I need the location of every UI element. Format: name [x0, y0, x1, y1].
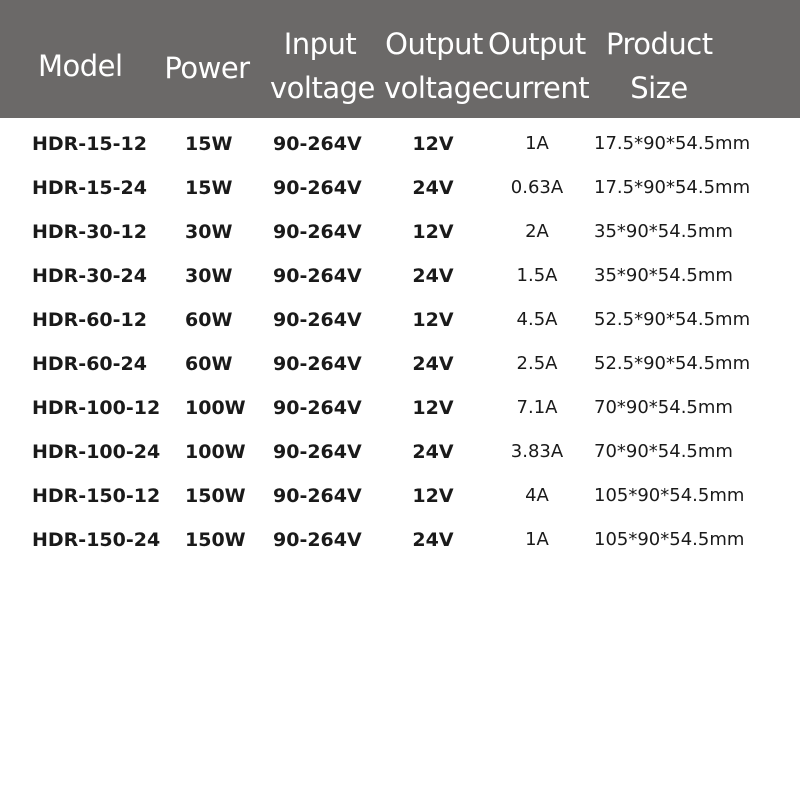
header-model: Model — [38, 49, 123, 83]
table-row — [0, 254, 800, 298]
cell-product-size: 52.5*90*54.5mm — [594, 353, 751, 374]
table-row — [0, 122, 800, 166]
header-power: Power — [164, 51, 250, 85]
cell-input-voltage: 90-264V — [273, 353, 362, 375]
cell-input-voltage: 90-264V — [273, 529, 362, 551]
cell-input-voltage: 90-264V — [273, 397, 362, 419]
cell-output-voltage: 12V — [412, 397, 454, 419]
table-row — [0, 474, 800, 518]
table-row — [0, 298, 800, 342]
cell-model: HDR-15-24 — [32, 177, 147, 199]
header-input-voltage: Input voltage — [270, 27, 375, 105]
table-row — [0, 342, 800, 386]
cell-output-voltage: 24V — [412, 441, 454, 463]
cell-product-size: 105*90*54.5mm — [594, 529, 745, 550]
cell-power: 150W — [185, 485, 246, 507]
cell-power: 15W — [185, 177, 233, 199]
cell-model: HDR-30-24 — [32, 265, 147, 287]
cell-power: 30W — [185, 221, 233, 243]
table-row — [0, 518, 800, 562]
table-row — [0, 430, 800, 474]
cell-input-voltage: 90-264V — [273, 265, 362, 287]
cell-power: 150W — [185, 529, 246, 551]
table-row — [0, 386, 800, 430]
cell-product-size: 35*90*54.5mm — [594, 265, 733, 286]
cell-output-current: 0.63A — [510, 177, 564, 198]
cell-output-voltage: 12V — [412, 133, 454, 155]
cell-input-voltage: 90-264V — [273, 177, 362, 199]
table-header — [0, 0, 800, 118]
cell-product-size: 17.5*90*54.5mm — [594, 177, 751, 198]
cell-model: HDR-15-12 — [32, 133, 147, 155]
cell-output-current: 2.5A — [516, 353, 558, 374]
cell-product-size: 70*90*54.5mm — [594, 441, 733, 462]
cell-model: HDR-100-24 — [32, 441, 161, 463]
cell-output-voltage: 24V — [412, 353, 454, 375]
cell-input-voltage: 90-264V — [273, 441, 362, 463]
cell-input-voltage: 90-264V — [273, 309, 362, 331]
cell-output-current: 1A — [525, 529, 549, 550]
table-row — [0, 210, 800, 254]
cell-model: HDR-150-24 — [32, 529, 161, 551]
cell-output-current: 2A — [525, 221, 549, 242]
cell-output-current: 4A — [525, 485, 549, 506]
cell-product-size: 105*90*54.5mm — [594, 485, 745, 506]
cell-power: 60W — [185, 309, 233, 331]
cell-output-current: 1A — [525, 133, 549, 154]
cell-product-size: 70*90*54.5mm — [594, 397, 733, 418]
cell-output-current: 4.5A — [516, 309, 558, 330]
cell-power: 30W — [185, 265, 233, 287]
cell-output-voltage: 12V — [412, 221, 454, 243]
cell-power: 60W — [185, 353, 233, 375]
cell-output-current: 1.5A — [516, 265, 558, 286]
cell-power: 100W — [185, 441, 246, 463]
cell-product-size: 52.5*90*54.5mm — [594, 309, 751, 330]
cell-output-voltage: 24V — [412, 177, 454, 199]
cell-product-size: 35*90*54.5mm — [594, 221, 733, 242]
header-product-size: Product Size — [606, 27, 713, 105]
cell-model: HDR-100-12 — [32, 397, 161, 419]
cell-output-voltage: 12V — [412, 485, 454, 507]
cell-model: HDR-150-12 — [32, 485, 161, 507]
cell-power: 100W — [185, 397, 246, 419]
cell-output-current: 3.83A — [510, 441, 564, 462]
cell-model: HDR-60-12 — [32, 309, 147, 331]
cell-input-voltage: 90-264V — [273, 221, 362, 243]
header-output-current: Output current — [488, 27, 590, 105]
cell-product-size: 17.5*90*54.5mm — [594, 133, 751, 154]
cell-model: HDR-30-12 — [32, 221, 147, 243]
cell-model: HDR-60-24 — [32, 353, 147, 375]
cell-output-voltage: 24V — [412, 265, 454, 287]
cell-output-voltage: 12V — [412, 309, 454, 331]
cell-output-voltage: 24V — [412, 529, 454, 551]
table-row — [0, 166, 800, 210]
cell-power: 15W — [185, 133, 233, 155]
cell-input-voltage: 90-264V — [273, 485, 362, 507]
header-output-voltage: Output voltage — [384, 27, 489, 105]
cell-output-current: 7.1A — [516, 397, 558, 418]
cell-input-voltage: 90-264V — [273, 133, 362, 155]
